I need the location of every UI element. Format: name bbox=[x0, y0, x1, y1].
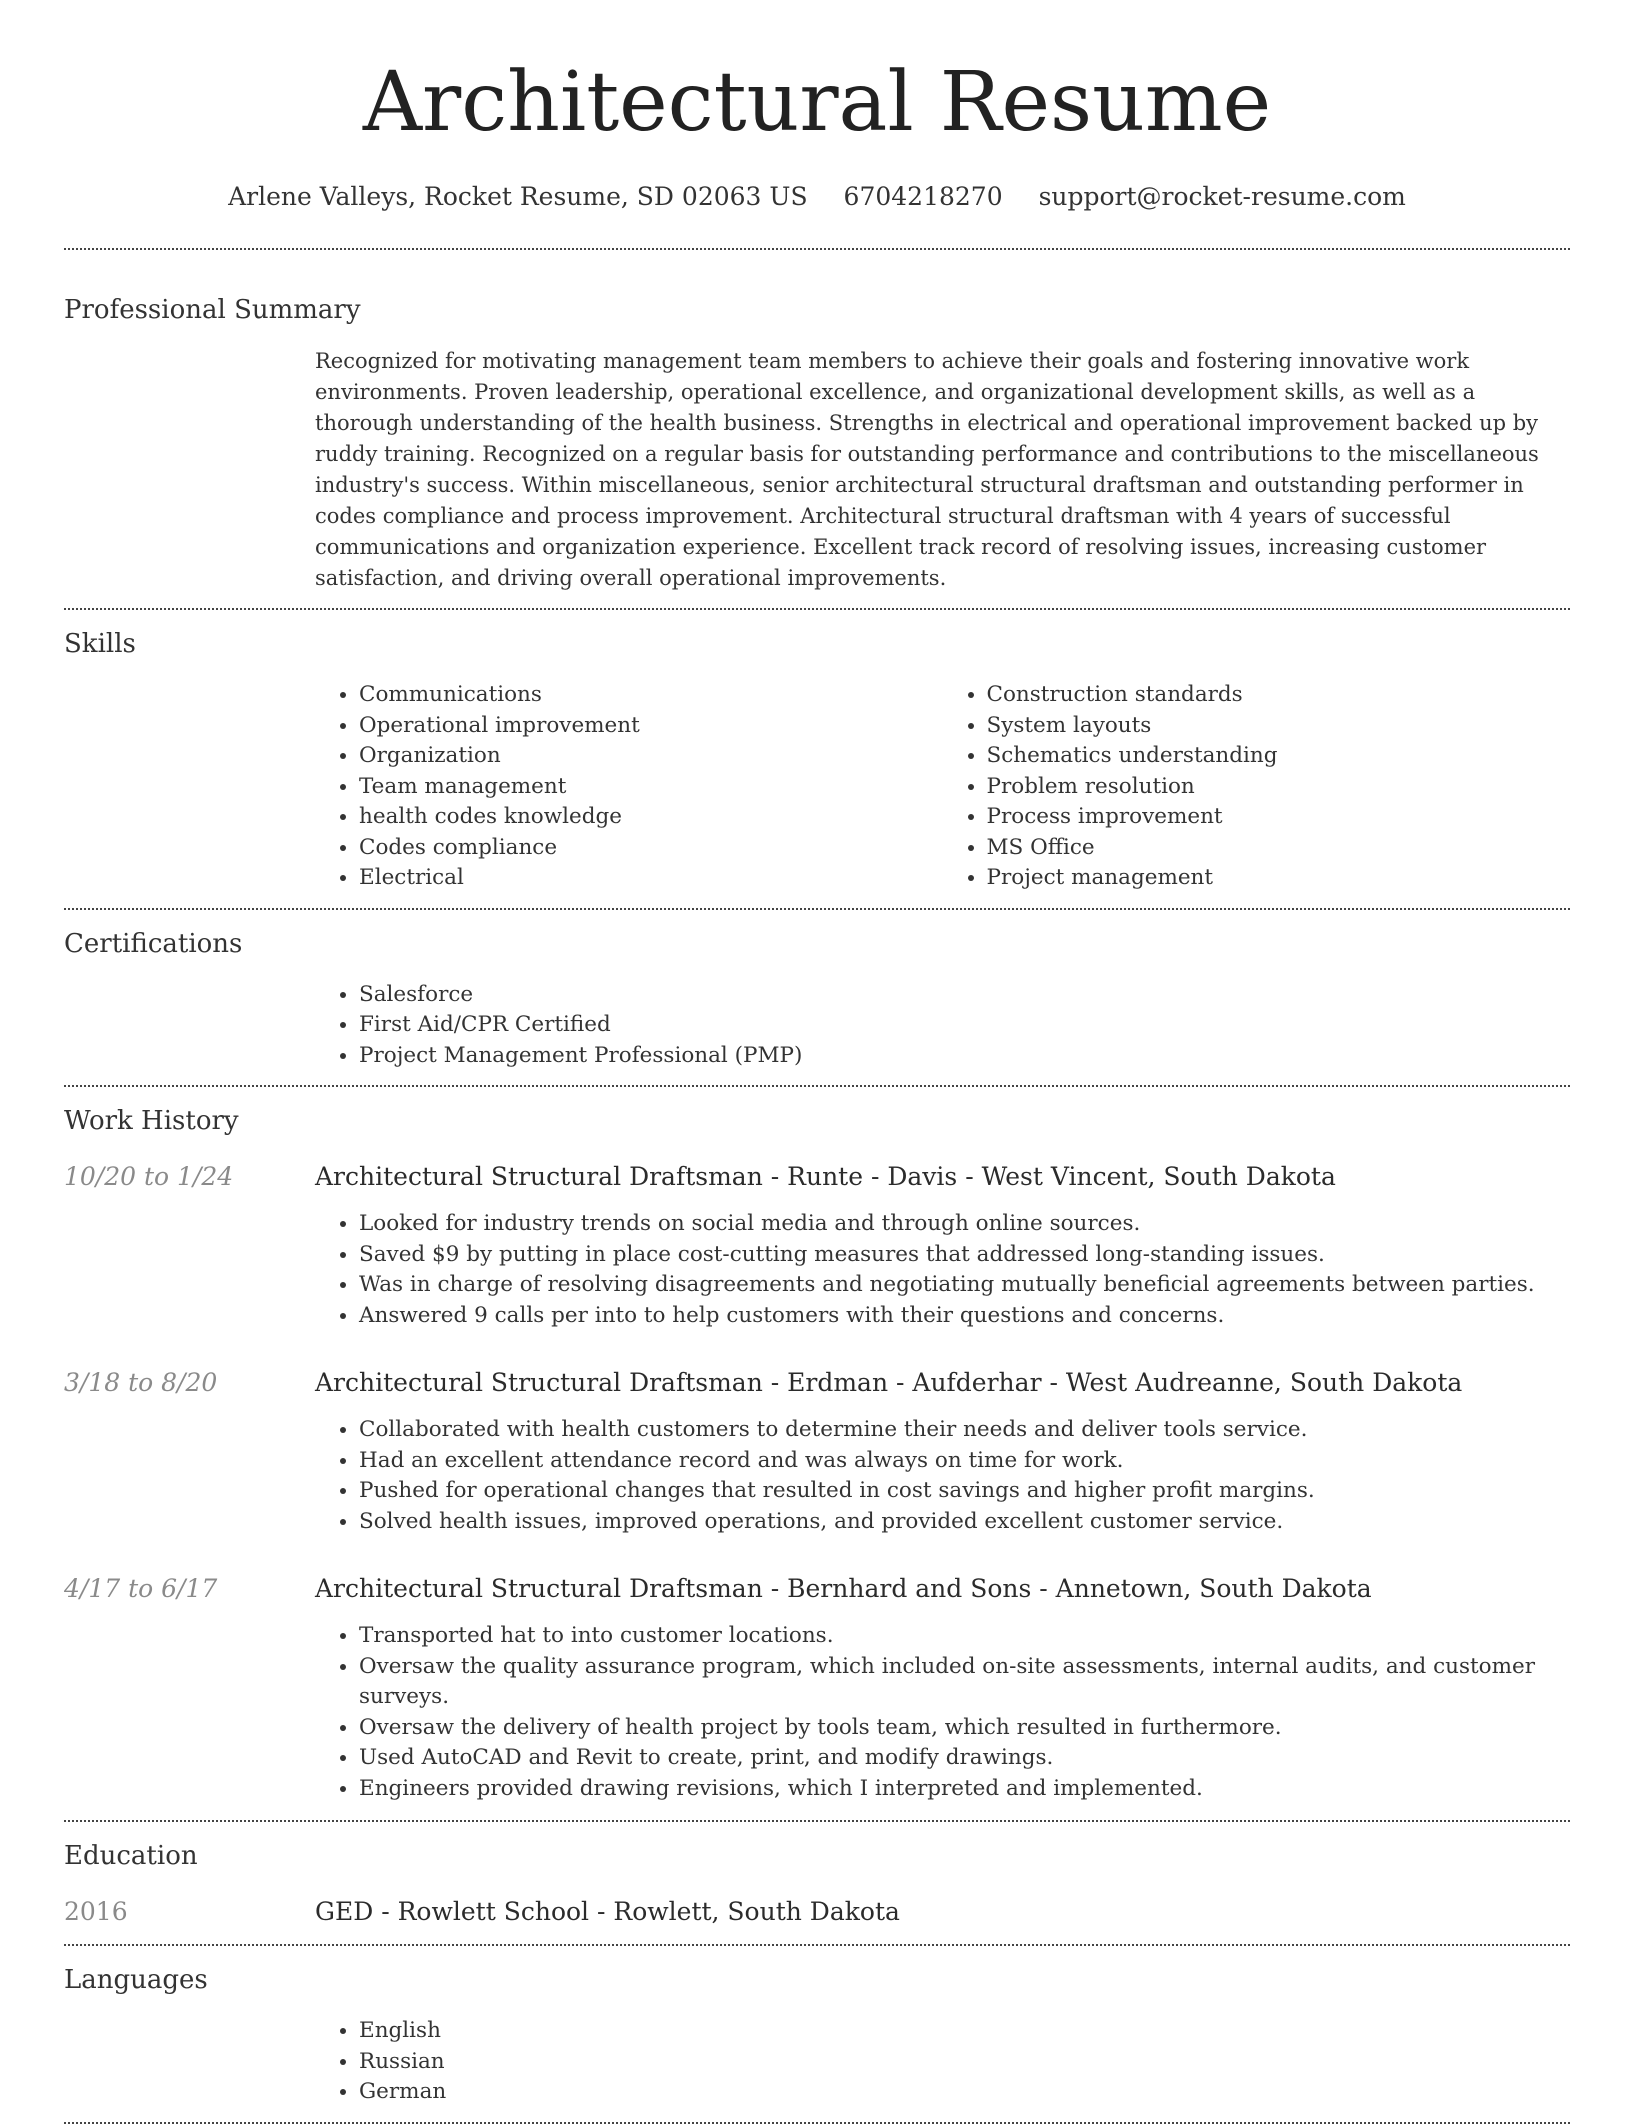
job-dates: 10/20 to 1/24 bbox=[64, 1162, 234, 1191]
job-bullets bbox=[315, 1415, 1570, 1537]
job-title: Architectural Structural Draftsman - Bernhard and Sons - Annetown, South Dakota bbox=[315, 1574, 1372, 1603]
job-dates: 4/17 to 6/17 bbox=[64, 1574, 218, 1603]
contact-phone: 6704218270 bbox=[843, 182, 1003, 211]
job-bullets bbox=[315, 1621, 1570, 1804]
job-bullets bbox=[315, 1209, 1570, 1331]
job-title: Architectural Structural Draftsman - Runte - Davis - West Vincent, South Dakota bbox=[315, 1162, 1336, 1191]
section-heading-languages: Languages bbox=[64, 1965, 208, 1995]
languages-list bbox=[315, 2016, 1570, 2108]
divider bbox=[64, 908, 1570, 910]
job-bullet: • Oversaw the delivery of health project by tools team, which resulted in furthermore. bbox=[359, 1713, 1570, 1744]
divider bbox=[64, 1944, 1570, 1946]
job-bullet: • Saved $9 by putting in place cost-cutting measures that addressed long-standing issues. bbox=[359, 1240, 1570, 1271]
job-bullet: • Pushed for operational changes that resulted in cost savings and higher profit margins. bbox=[359, 1476, 1570, 1507]
skill-item: • Organization bbox=[359, 741, 943, 772]
education-year: 2016 bbox=[64, 1897, 128, 1926]
section-heading-summary: Professional Summary bbox=[64, 295, 361, 325]
divider bbox=[64, 1820, 1570, 1822]
education-title: GED - Rowlett School - Rowlett, South Dakota bbox=[315, 1897, 900, 1926]
skill-item: • MS Office bbox=[987, 833, 1571, 864]
language-item: • German bbox=[359, 2077, 1570, 2108]
job-entry bbox=[64, 1573, 1570, 1804]
contact-address: Arlene Valleys, Rocket Resume, SD 02063 US bbox=[228, 182, 808, 211]
job-dates: 3/18 to 8/20 bbox=[64, 1368, 218, 1397]
skills-list-right bbox=[943, 680, 1571, 894]
contact-email[interactable]: support@rocket-resume.com bbox=[1038, 182, 1406, 211]
divider bbox=[64, 608, 1570, 610]
contact-line bbox=[64, 182, 1570, 212]
language-item: • Russian bbox=[359, 2047, 1570, 2078]
skill-item: • Construction standards bbox=[987, 680, 1571, 711]
certification-item: • Project Management Professional (PMP) bbox=[359, 1041, 1570, 1072]
divider bbox=[64, 1085, 1570, 1087]
skill-item: • Process improvement bbox=[987, 802, 1571, 833]
certifications-list bbox=[315, 980, 1570, 1072]
skills-columns bbox=[315, 680, 1570, 894]
job-bullet: • Transported hat to into customer locations. bbox=[359, 1621, 1570, 1652]
job-bullet: • Answered 9 calls per into to help customers with their questions and concerns. bbox=[359, 1301, 1570, 1332]
job-bullet: • Used AutoCAD and Revit to create, print, and modify drawings. bbox=[359, 1743, 1570, 1774]
skill-item: • Communications bbox=[359, 680, 943, 711]
divider bbox=[64, 248, 1570, 250]
job-title: Architectural Structural Draftsman - Erdman - Aufderhar - West Audreanne, South Dakota bbox=[315, 1368, 1463, 1397]
section-heading-certifications: Certifications bbox=[64, 928, 243, 959]
job-entry bbox=[64, 1367, 1570, 1537]
section-heading-skills: Skills bbox=[64, 629, 136, 659]
spacer bbox=[64, 1804, 1570, 1820]
certification-item: • Salesforce bbox=[359, 980, 1570, 1011]
skill-item: • Problem resolution bbox=[987, 772, 1571, 803]
education-entry bbox=[64, 1896, 1570, 1928]
job-bullet-list bbox=[315, 1209, 1570, 1331]
job-bullet-list bbox=[315, 1621, 1570, 1804]
resume-title: Architectural Resume bbox=[362, 55, 1272, 150]
resume-page bbox=[64, 0, 1570, 2124]
job-bullet: • Looked for industry trends on social media and through online sources. bbox=[359, 1209, 1570, 1240]
job-bullet: • Engineers provided drawing revisions, which I interpreted and implemented. bbox=[359, 1774, 1570, 1805]
job-bullet: • Oversaw the quality assurance program, which included on-site assessments, internal audits, and customer surveys. bbox=[359, 1652, 1570, 1713]
job-bullet-list bbox=[315, 1415, 1570, 1537]
skill-item: • Project management bbox=[987, 863, 1571, 894]
skill-item: • health codes knowledge bbox=[359, 802, 943, 833]
skill-item: • Team management bbox=[359, 772, 943, 803]
job-bullet: • Was in charge of resolving disagreements and negotiating mutually beneficial agreements between parties. bbox=[359, 1270, 1570, 1301]
skill-item: • Schematics understanding bbox=[987, 741, 1571, 772]
summary-text: Recognized for motivating management team members to achieve their goals and fostering innovative work environments. Proven leadership, operational excellence, and organizational development skills, as well as a thorough understanding of the health business. Strengths in electrical and operational improvement backed up by ruddy training. Recognized on a regular basis for outstanding performance and contributions to the miscellaneous industry's success. Within miscellaneous, senior architectural structural draftsman and outstanding performer in codes compliance and process improvement. Architectural structural draftsman with 4 years of successful communications and organization experience. Excellent track record of resolving issues, increasing customer satisfaction, and driving overall operational improvements. bbox=[315, 349, 1539, 590]
divider bbox=[64, 2122, 1570, 2124]
skill-item: • Electrical bbox=[359, 863, 943, 894]
certifications-block bbox=[315, 980, 1570, 1072]
skills-list-left bbox=[315, 680, 943, 894]
section-heading-education: Education bbox=[64, 1841, 198, 1871]
job-bullet: • Had an excellent attendance record and was always on time for work. bbox=[359, 1446, 1570, 1477]
skill-item: • Operational improvement bbox=[359, 711, 943, 742]
job-bullet: • Solved health issues, improved operations, and provided excellent customer service. bbox=[359, 1507, 1570, 1538]
skill-item: • Codes compliance bbox=[359, 833, 943, 864]
certification-item: • First Aid/CPR Certified bbox=[359, 1010, 1570, 1041]
section-heading-work-history: Work History bbox=[64, 1106, 239, 1136]
job-entry bbox=[64, 1161, 1570, 1331]
languages-block bbox=[315, 2016, 1570, 2108]
skill-item: • System layouts bbox=[987, 711, 1571, 742]
language-item: • English bbox=[359, 2016, 1570, 2047]
job-bullet: • Collaborated with health customers to determine their needs and deliver tools service. bbox=[359, 1415, 1570, 1446]
